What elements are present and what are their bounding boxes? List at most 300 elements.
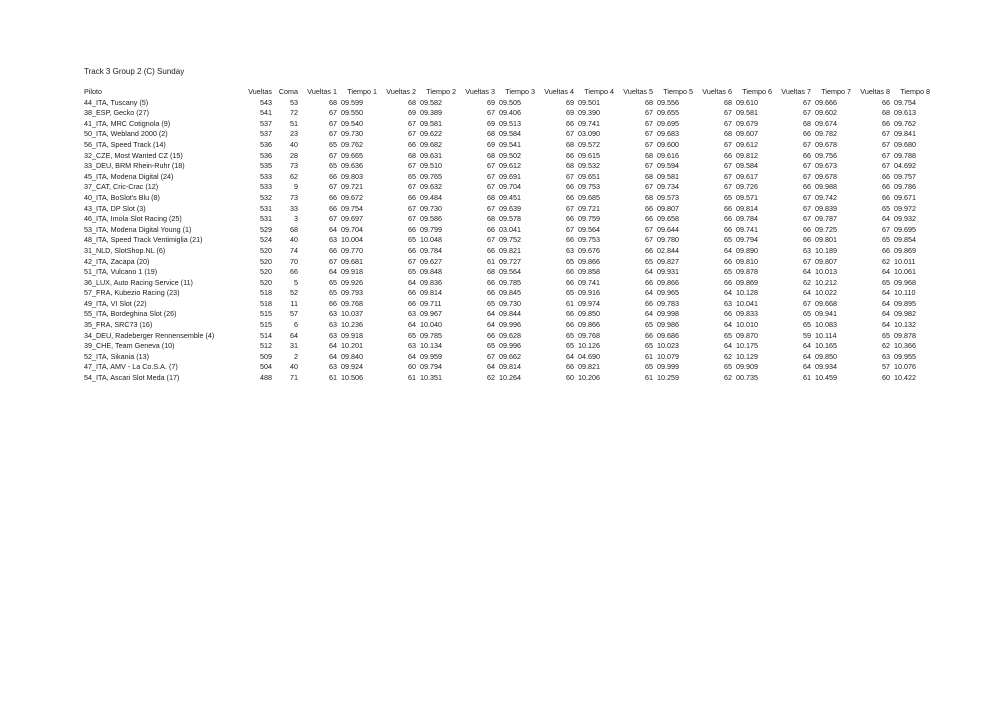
cell-vueltas-1: 67 — [329, 108, 337, 118]
cell-tiempo-3: 09.752 — [499, 235, 521, 245]
cell-tiempo-6: 09.833 — [736, 309, 758, 319]
cell-vueltas-5: 65 — [645, 320, 653, 330]
table-row — [84, 193, 930, 204]
cell-vueltas-7: 67 — [803, 192, 811, 202]
cell-tiempo-7: 09.602 — [815, 108, 837, 118]
driver-name-cell: 48_ITA, Speed Track Ventimiglia (21) — [84, 235, 203, 245]
cell-vueltas-7: 66 — [803, 150, 811, 160]
cell-tiempo-4: 09.721 — [578, 203, 600, 213]
cell-tiempo-3: 10.264 — [499, 373, 521, 383]
cell-vueltas-6: 66 — [724, 256, 732, 266]
cell-tiempo-7: 09.674 — [815, 118, 837, 128]
cell-vueltas-8: 63 — [882, 351, 890, 361]
cell-vueltas-6: 66 — [724, 214, 732, 224]
cell-vueltas-4: 65 — [566, 288, 574, 298]
cell-vueltas-4: 66 — [566, 235, 574, 245]
cell-tiempo-1: 09.803 — [341, 171, 363, 181]
cell-tiempo-7: 10.022 — [815, 288, 837, 298]
cell-coma: 3 — [294, 214, 298, 224]
cell-coma: 6 — [294, 320, 298, 330]
cell-vueltas-8: 65 — [882, 235, 890, 245]
cell-tiempo-5: 09.594 — [657, 161, 679, 171]
cell-vueltas-5: 67 — [645, 139, 653, 149]
cell-vueltas-1: 65 — [329, 288, 337, 298]
cell-vueltas-3: 66 — [487, 245, 495, 255]
cell-tiempo-7: 09.941 — [815, 309, 837, 319]
cell-vueltas-8: 60 — [882, 373, 890, 383]
cell-tiempo-7: 09.807 — [815, 256, 837, 266]
cell-vueltas-1: 63 — [329, 309, 337, 319]
cell-tiempo-3: 09.406 — [499, 108, 521, 118]
cell-vueltas-6: 67 — [724, 139, 732, 149]
cell-vueltas-1: 61 — [329, 373, 337, 383]
cell-tiempo-7: 10.114 — [815, 330, 837, 340]
cell-vueltas-3: 66 — [487, 277, 495, 287]
driver-name-cell: 49_ITA, VI Slot (22) — [84, 298, 147, 308]
cell-vueltas-5: 67 — [645, 182, 653, 192]
table-row — [84, 373, 930, 384]
table-row — [84, 98, 930, 109]
cell-tiempo-2: 10.134 — [420, 341, 442, 351]
cell-vueltas-8: 57 — [882, 362, 890, 372]
cell-vueltas-5: 66 — [645, 245, 653, 255]
cell-vueltas: 531 — [260, 214, 272, 224]
cell-vueltas-5: 64 — [645, 309, 653, 319]
cell-vueltas: 504 — [260, 362, 272, 372]
driver-name-cell: 39_CHE, Team Geneva (10) — [84, 341, 175, 351]
cell-vueltas-2: 66 — [408, 245, 416, 255]
cell-vueltas-5: 66 — [645, 214, 653, 224]
cell-coma: 73 — [290, 161, 298, 171]
cell-tiempo-8: 09.786 — [894, 182, 916, 192]
cell-tiempo-4: 09.858 — [578, 267, 600, 277]
cell-tiempo-7: 10.459 — [815, 373, 837, 383]
column-header-vueltas-4: Vueltas 4 — [544, 87, 574, 96]
cell-vueltas-5: 65 — [645, 256, 653, 266]
cell-vueltas-2: 64 — [408, 277, 416, 287]
cell-vueltas-6: 65 — [724, 235, 732, 245]
cell-tiempo-1: 09.793 — [341, 288, 363, 298]
cell-vueltas-3: 66 — [487, 224, 495, 234]
cell-vueltas-7: 64 — [803, 267, 811, 277]
results-table — [84, 87, 930, 384]
cell-vueltas-3: 67 — [487, 171, 495, 181]
cell-vueltas-2: 65 — [408, 235, 416, 245]
cell-vueltas-2: 64 — [408, 351, 416, 361]
cell-tiempo-1: 09.754 — [341, 203, 363, 213]
cell-coma: 62 — [290, 171, 298, 181]
cell-vueltas-1: 66 — [329, 298, 337, 308]
cell-tiempo-5: 09.783 — [657, 298, 679, 308]
cell-vueltas-5: 66 — [645, 277, 653, 287]
cell-tiempo-3: 09.662 — [499, 351, 521, 361]
cell-tiempo-4: 09.753 — [578, 235, 600, 245]
table-row — [84, 225, 930, 236]
cell-vueltas-8: 64 — [882, 298, 890, 308]
cell-tiempo-3: 09.821 — [499, 245, 521, 255]
cell-tiempo-4: 04.690 — [578, 351, 600, 361]
table-row — [84, 140, 930, 151]
cell-tiempo-8: 10.422 — [894, 373, 916, 383]
cell-tiempo-3: 09.451 — [499, 192, 521, 202]
table-row — [84, 161, 930, 172]
cell-tiempo-6: 09.784 — [736, 214, 758, 224]
table-row — [84, 257, 930, 268]
cell-vueltas: 536 — [260, 150, 272, 160]
cell-tiempo-8: 09.680 — [894, 139, 916, 149]
column-header-vueltas-8: Vueltas 8 — [860, 87, 890, 96]
table-row — [84, 151, 930, 162]
cell-tiempo-5: 09.644 — [657, 224, 679, 234]
driver-name-cell: 46_ITA, Imola Slot Racing (25) — [84, 214, 182, 224]
cell-tiempo-6: 09.812 — [736, 150, 758, 160]
cell-vueltas-3: 64 — [487, 362, 495, 372]
cell-tiempo-1: 09.681 — [341, 256, 363, 266]
cell-tiempo-5: 02.844 — [657, 245, 679, 255]
cell-tiempo-4: 09.866 — [578, 256, 600, 266]
cell-tiempo-2: 10.351 — [420, 373, 442, 383]
cell-vueltas-8: 64 — [882, 320, 890, 330]
cell-tiempo-2: 09.627 — [420, 256, 442, 266]
cell-tiempo-7: 09.742 — [815, 192, 837, 202]
cell-tiempo-1: 09.721 — [341, 182, 363, 192]
table-row — [84, 278, 930, 289]
cell-vueltas-2: 67 — [408, 182, 416, 192]
column-header-tiempo-7: Tiempo 7 — [821, 87, 851, 96]
cell-tiempo-3: 03.041 — [499, 224, 521, 234]
cell-tiempo-1: 09.770 — [341, 245, 363, 255]
cell-tiempo-6: 09.584 — [736, 161, 758, 171]
cell-tiempo-6: 09.890 — [736, 245, 758, 255]
driver-name-cell: 53_ITA, Modena Digital Young (1) — [84, 224, 192, 234]
cell-tiempo-5: 09.695 — [657, 118, 679, 128]
cell-vueltas-2: 66 — [408, 139, 416, 149]
cell-tiempo-4: 09.974 — [578, 298, 600, 308]
cell-vueltas-3: 65 — [487, 341, 495, 351]
cell-vueltas-1: 64 — [329, 224, 337, 234]
cell-tiempo-7: 09.666 — [815, 97, 837, 107]
cell-tiempo-1: 09.918 — [341, 267, 363, 277]
cell-tiempo-3: 09.845 — [499, 288, 521, 298]
cell-tiempo-4: 03.090 — [578, 129, 600, 139]
cell-tiempo-2: 09.586 — [420, 214, 442, 224]
cell-vueltas-8: 67 — [882, 129, 890, 139]
cell-vueltas-4: 68 — [566, 161, 574, 171]
table-row — [84, 235, 930, 246]
driver-name-cell: 38_ESP, Gecko (27) — [84, 108, 149, 118]
cell-vueltas-5: 68 — [645, 192, 653, 202]
cell-vueltas-1: 64 — [329, 341, 337, 351]
column-header-tiempo-1: Tiempo 1 — [347, 87, 377, 96]
cell-tiempo-2: 09.582 — [420, 97, 442, 107]
cell-vueltas-2: 67 — [408, 214, 416, 224]
cell-vueltas: 518 — [260, 288, 272, 298]
cell-vueltas-1: 67 — [329, 129, 337, 139]
cell-tiempo-5: 09.965 — [657, 288, 679, 298]
cell-tiempo-3: 09.505 — [499, 97, 521, 107]
cell-tiempo-3: 09.612 — [499, 161, 521, 171]
cell-vueltas-8: 65 — [882, 330, 890, 340]
cell-vueltas-2: 66 — [408, 288, 416, 298]
cell-vueltas-5: 68 — [645, 97, 653, 107]
cell-tiempo-5: 09.931 — [657, 267, 679, 277]
cell-tiempo-7: 09.839 — [815, 203, 837, 213]
cell-vueltas-6: 68 — [724, 129, 732, 139]
cell-vueltas-5: 67 — [645, 129, 653, 139]
page-title: Track 3 Group 2 (C) Sunday — [84, 67, 185, 76]
cell-tiempo-4: 09.390 — [578, 108, 600, 118]
cell-tiempo-8: 10.366 — [894, 341, 916, 351]
cell-vueltas-6: 63 — [724, 298, 732, 308]
cell-vueltas-7: 63 — [803, 245, 811, 255]
cell-tiempo-5: 09.734 — [657, 182, 679, 192]
cell-tiempo-4: 10.206 — [578, 373, 600, 383]
cell-vueltas-1: 67 — [329, 150, 337, 160]
cell-vueltas-7: 64 — [803, 362, 811, 372]
cell-vueltas-3: 68 — [487, 150, 495, 160]
cell-vueltas-5: 61 — [645, 351, 653, 361]
cell-vueltas-3: 67 — [487, 182, 495, 192]
cell-tiempo-4: 09.741 — [578, 277, 600, 287]
cell-vueltas-2: 61 — [408, 373, 416, 383]
cell-tiempo-7: 10.165 — [815, 341, 837, 351]
cell-vueltas-8: 67 — [882, 150, 890, 160]
cell-coma: 11 — [290, 298, 298, 308]
cell-tiempo-8: 10.011 — [894, 256, 916, 266]
cell-tiempo-2: 09.785 — [420, 330, 442, 340]
cell-vueltas-7: 62 — [803, 277, 811, 287]
table-row — [84, 320, 930, 331]
cell-tiempo-5: 09.600 — [657, 139, 679, 149]
cell-vueltas-2: 67 — [408, 203, 416, 213]
cell-tiempo-5: 09.866 — [657, 277, 679, 287]
table-row — [84, 129, 930, 140]
cell-vueltas: 515 — [260, 320, 272, 330]
cell-vueltas: 520 — [260, 245, 272, 255]
cell-vueltas-4: 66 — [566, 309, 574, 319]
cell-tiempo-1: 10.506 — [341, 373, 363, 383]
cell-coma: 40 — [290, 235, 298, 245]
cell-vueltas-3: 66 — [487, 330, 495, 340]
cell-coma: 57 — [290, 309, 298, 319]
cell-tiempo-8: 09.671 — [894, 192, 916, 202]
cell-vueltas-5: 67 — [645, 224, 653, 234]
cell-tiempo-7: 09.673 — [815, 161, 837, 171]
cell-tiempo-3: 09.844 — [499, 309, 521, 319]
cell-vueltas-2: 67 — [408, 256, 416, 266]
cell-tiempo-8: 04.692 — [894, 161, 916, 171]
cell-vueltas-3: 62 — [487, 373, 495, 383]
cell-tiempo-1: 09.697 — [341, 214, 363, 224]
cell-vueltas-6: 64 — [724, 245, 732, 255]
cell-vueltas-8: 64 — [882, 214, 890, 224]
cell-coma: 33 — [290, 203, 298, 213]
cell-vueltas-8: 62 — [882, 341, 890, 351]
cell-tiempo-4: 09.501 — [578, 97, 600, 107]
cell-vueltas-6: 64 — [724, 320, 732, 330]
cell-tiempo-6: 00.735 — [736, 373, 758, 383]
driver-name-cell: 34_DEU, Radeberger Rennensemble (4) — [84, 330, 215, 340]
cell-tiempo-6: 09.878 — [736, 267, 758, 277]
cell-vueltas-3: 67 — [487, 161, 495, 171]
cell-vueltas: 537 — [260, 118, 272, 128]
cell-vueltas-6: 66 — [724, 309, 732, 319]
table-row — [84, 288, 930, 299]
cell-coma: 28 — [290, 150, 298, 160]
cell-tiempo-5: 09.683 — [657, 129, 679, 139]
cell-vueltas-4: 66 — [566, 277, 574, 287]
cell-tiempo-4: 09.916 — [578, 288, 600, 298]
cell-tiempo-2: 09.794 — [420, 362, 442, 372]
cell-tiempo-6: 09.571 — [736, 192, 758, 202]
cell-vueltas-1: 66 — [329, 203, 337, 213]
cell-vueltas-7: 67 — [803, 171, 811, 181]
cell-vueltas-8: 64 — [882, 288, 890, 298]
cell-tiempo-4: 09.850 — [578, 309, 600, 319]
cell-tiempo-6: 09.810 — [736, 256, 758, 266]
cell-vueltas-7: 64 — [803, 288, 811, 298]
column-header-coma: Coma — [278, 87, 298, 96]
cell-tiempo-5: 09.573 — [657, 192, 679, 202]
cell-vueltas-4: 65 — [566, 341, 574, 351]
cell-coma: 2 — [294, 351, 298, 361]
cell-vueltas-5: 66 — [645, 298, 653, 308]
cell-tiempo-3: 09.691 — [499, 171, 521, 181]
column-header-vueltas-3: Vueltas 3 — [465, 87, 495, 96]
cell-tiempo-7: 09.725 — [815, 224, 837, 234]
cell-vueltas-6: 65 — [724, 330, 732, 340]
column-header-vueltas: Vueltas — [248, 87, 272, 96]
cell-vueltas-4: 66 — [566, 214, 574, 224]
cell-coma: 70 — [290, 256, 298, 266]
cell-tiempo-1: 09.540 — [341, 118, 363, 128]
cell-tiempo-8: 09.955 — [894, 351, 916, 361]
cell-tiempo-1: 09.926 — [341, 277, 363, 287]
cell-tiempo-6: 09.870 — [736, 330, 758, 340]
cell-vueltas-3: 68 — [487, 129, 495, 139]
cell-vueltas-2: 65 — [408, 171, 416, 181]
cell-vueltas-2: 64 — [408, 320, 416, 330]
cell-vueltas-3: 67 — [487, 235, 495, 245]
cell-vueltas: 535 — [260, 161, 272, 171]
driver-name-cell: 42_ITA, Zacapa (20) — [84, 256, 150, 266]
cell-vueltas-7: 67 — [803, 298, 811, 308]
cell-tiempo-6: 09.612 — [736, 139, 758, 149]
cell-tiempo-8: 09.788 — [894, 150, 916, 160]
cell-vueltas-5: 67 — [645, 108, 653, 118]
cell-vueltas-1: 64 — [329, 267, 337, 277]
cell-vueltas-8: 66 — [882, 97, 890, 107]
cell-tiempo-1: 09.704 — [341, 224, 363, 234]
cell-tiempo-6: 09.581 — [736, 108, 758, 118]
cell-tiempo-1: 10.037 — [341, 309, 363, 319]
cell-vueltas-3: 67 — [487, 203, 495, 213]
cell-coma: 40 — [290, 139, 298, 149]
cell-vueltas-6: 67 — [724, 118, 732, 128]
driver-name-cell: 50_ITA, Webland 2000 (2) — [84, 129, 168, 139]
cell-tiempo-8: 09.878 — [894, 330, 916, 340]
cell-tiempo-8: 10.110 — [894, 288, 916, 298]
cell-tiempo-1: 10.236 — [341, 320, 363, 330]
driver-name-cell: 41_ITA, MRC Cotignola (9) — [84, 118, 171, 128]
cell-vueltas-6: 67 — [724, 182, 732, 192]
cell-vueltas-8: 66 — [882, 171, 890, 181]
cell-tiempo-2: 09.967 — [420, 309, 442, 319]
cell-tiempo-2: 09.631 — [420, 150, 442, 160]
table-row — [84, 182, 930, 193]
cell-tiempo-6: 09.814 — [736, 203, 758, 213]
cell-tiempo-7: 09.678 — [815, 139, 837, 149]
cell-vueltas-4: 67 — [566, 129, 574, 139]
cell-tiempo-5: 09.616 — [657, 150, 679, 160]
driver-name-cell: 44_ITA, Tuscany (5) — [84, 97, 149, 107]
cell-tiempo-6: 09.679 — [736, 118, 758, 128]
cell-vueltas-2: 67 — [408, 118, 416, 128]
cell-tiempo-4: 09.651 — [578, 171, 600, 181]
driver-name-cell: 36_LUX, Auto Racing Service (11) — [84, 277, 193, 287]
cell-vueltas: 488 — [260, 373, 272, 383]
cell-vueltas-4: 65 — [566, 256, 574, 266]
cell-tiempo-3: 09.584 — [499, 129, 521, 139]
cell-tiempo-2: 09.959 — [420, 351, 442, 361]
cell-vueltas: 543 — [260, 97, 272, 107]
cell-tiempo-1: 09.924 — [341, 362, 363, 372]
cell-vueltas-7: 66 — [803, 182, 811, 192]
cell-tiempo-5: 09.780 — [657, 235, 679, 245]
cell-vueltas-4: 64 — [566, 351, 574, 361]
cell-vueltas: 520 — [260, 277, 272, 287]
cell-tiempo-7: 09.801 — [815, 235, 837, 245]
cell-vueltas-8: 66 — [882, 182, 890, 192]
cell-vueltas-2: 66 — [408, 298, 416, 308]
cell-tiempo-8: 09.932 — [894, 214, 916, 224]
cell-vueltas-6: 65 — [724, 192, 732, 202]
table-row — [84, 341, 930, 352]
driver-name-cell: 33_DEU, BRM Rhein-Ruhr (18) — [84, 161, 185, 171]
driver-name-cell: 56_ITA, Speed Track (14) — [84, 139, 166, 149]
cell-coma: 68 — [290, 224, 298, 234]
cell-vueltas-5: 65 — [645, 341, 653, 351]
cell-tiempo-4: 09.759 — [578, 214, 600, 224]
cell-coma: 9 — [294, 182, 298, 192]
cell-vueltas-8: 64 — [882, 267, 890, 277]
column-header-piloto: Piloto — [84, 87, 102, 96]
cell-vueltas-7: 64 — [803, 351, 811, 361]
cell-tiempo-5: 09.655 — [657, 108, 679, 118]
cell-vueltas-4: 61 — [566, 298, 574, 308]
cell-tiempo-1: 09.665 — [341, 150, 363, 160]
cell-vueltas-2: 68 — [408, 97, 416, 107]
table-row — [84, 108, 930, 119]
cell-tiempo-7: 10.013 — [815, 267, 837, 277]
cell-vueltas-7: 66 — [803, 129, 811, 139]
cell-tiempo-7: 09.934 — [815, 362, 837, 372]
cell-vueltas-3: 68 — [487, 214, 495, 224]
cell-coma: 73 — [290, 192, 298, 202]
column-header-tiempo-5: Tiempo 5 — [663, 87, 693, 96]
column-header-tiempo-3: Tiempo 3 — [505, 87, 535, 96]
table-row — [84, 204, 930, 215]
cell-coma: 53 — [290, 97, 298, 107]
cell-tiempo-8: 09.757 — [894, 171, 916, 181]
cell-tiempo-3: 09.513 — [499, 118, 521, 128]
cell-vueltas-6: 66 — [724, 150, 732, 160]
column-header-vueltas-1: Vueltas 1 — [307, 87, 337, 96]
table-row — [84, 309, 930, 320]
cell-tiempo-4: 09.532 — [578, 161, 600, 171]
cell-tiempo-3: 09.785 — [499, 277, 521, 287]
cell-tiempo-2: 10.048 — [420, 235, 442, 245]
